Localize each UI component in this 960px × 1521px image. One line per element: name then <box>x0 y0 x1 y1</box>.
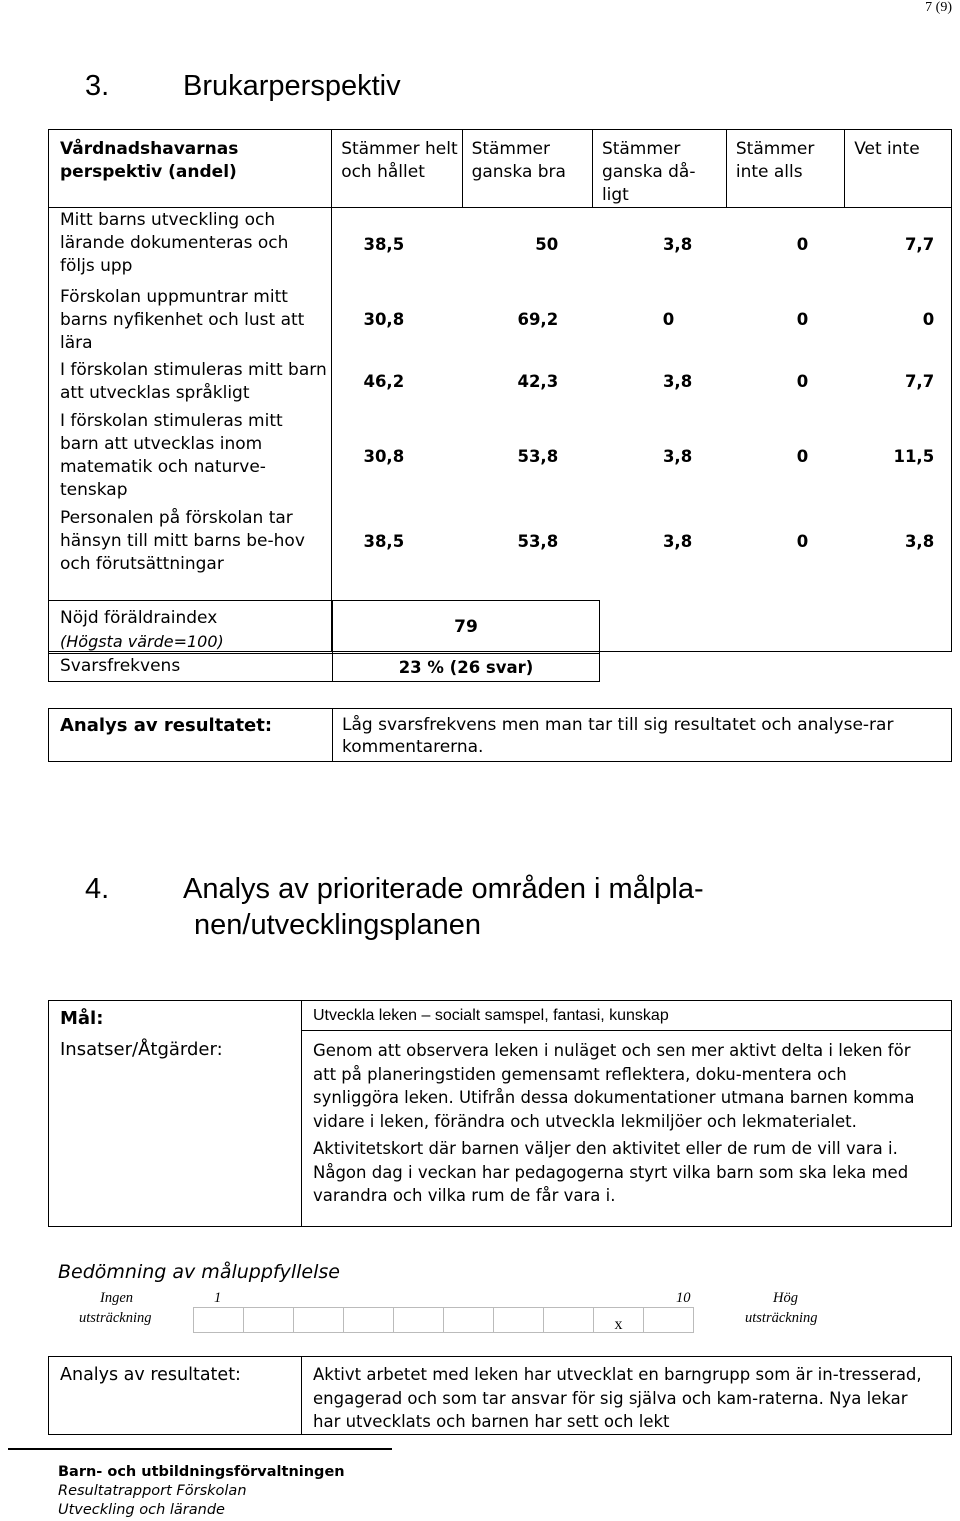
values-row <box>332 445 938 469</box>
scale-cell-selected: x <box>593 1307 644 1333</box>
value: 3,8 <box>662 532 693 551</box>
criterion-label: Förskolan uppmuntrar mitt barns nyfikenhet och lust att lära <box>60 287 305 353</box>
value: 69,2 <box>517 310 559 329</box>
page-number: 7 (9) <box>925 0 952 15</box>
assessment-scale <box>193 1307 693 1333</box>
results-analysis-table <box>48 1356 952 1435</box>
scale-cell <box>293 1307 344 1333</box>
scale-cell <box>343 1307 394 1333</box>
value: 11,5 <box>893 447 935 466</box>
goals-label-cell <box>49 1001 302 1227</box>
column-header: Stämmer helt och hållet <box>332 130 462 208</box>
column-header: Stämmer inte alls <box>726 130 844 208</box>
index-value: 79 <box>333 601 600 654</box>
footer-line-2: Resultatrapport Förskolan <box>58 1483 247 1499</box>
value: 46,2 <box>363 372 405 391</box>
value: 0 <box>796 235 809 254</box>
value: 0 <box>922 310 935 329</box>
index-label: Nöjd föräldraindex <box>60 608 218 628</box>
value: 53,8 <box>517 532 559 551</box>
value: 0 <box>662 310 675 329</box>
actions-cell <box>302 1031 952 1227</box>
results-analysis-label: Analys av resultatet: <box>49 1357 302 1435</box>
value: 50 <box>535 235 559 254</box>
criterion-label: Personalen på förskolan tar hänsyn till mitt barns be-hov och förutsättningar <box>60 508 305 574</box>
assessment-title: Bedömning av måluppfyllelse <box>58 1261 340 1283</box>
scale-cell <box>393 1307 444 1333</box>
values-row <box>332 370 938 394</box>
value: 0 <box>796 532 809 551</box>
value: 53,8 <box>517 447 559 466</box>
value: 0 <box>796 372 809 391</box>
value: 30,8 <box>363 310 405 329</box>
scale-cell <box>543 1307 594 1333</box>
criterion-label: I förskolan stimuleras mitt barn att utvecklas inom matematik och naturve-tenskap <box>60 411 283 500</box>
value: 38,5 <box>363 235 405 254</box>
footer-line-3: Utveckling och lärande <box>58 1502 225 1518</box>
footer-divider <box>8 1448 392 1450</box>
scale-cell <box>643 1307 694 1333</box>
actions-label: Insatser/Åtgärder: <box>60 1039 223 1060</box>
column-header: Stämmer ganska bra <box>462 130 592 208</box>
scale-low-label: utsträckning <box>79 1310 152 1326</box>
values-row <box>332 530 938 554</box>
value: 0 <box>796 310 809 329</box>
results-analysis-text: Aktivt arbetet med leken har utvecklat en barngrupp som är in-tresserad, engagerad och som tar ansvar för sig själva och kam-raterna. Nya lekar har utvecklats och barnen har sett och lekt <box>302 1357 952 1435</box>
scale-cell <box>193 1307 244 1333</box>
goal-label: Mål: <box>60 1008 104 1029</box>
scale-cell <box>243 1307 294 1333</box>
value: 42,3 <box>517 372 559 391</box>
column-header: Stämmer ganska då-ligt <box>592 130 726 208</box>
scale-cell <box>493 1307 544 1333</box>
index-label-cell <box>49 601 333 654</box>
scale-max-label: 10 <box>676 1290 691 1306</box>
column-header: Vet inte <box>845 130 952 208</box>
value: 7,7 <box>904 235 935 254</box>
scale-high-label: Hög <box>773 1290 798 1306</box>
values-row <box>332 308 938 332</box>
scale-min-label: 1 <box>214 1290 222 1306</box>
value: 3,8 <box>904 532 935 551</box>
section-3-number: 3. <box>85 70 110 102</box>
section-4-number: 4. <box>85 873 110 905</box>
index-table <box>48 600 600 682</box>
values-row <box>332 233 938 257</box>
section-3-title: Brukarperspektiv <box>183 70 401 102</box>
value: 38,5 <box>363 532 405 551</box>
value: 30,8 <box>363 447 405 466</box>
actions-paragraph: Aktivitetskort där barnen väljer den aktivitet eller de rum de vill vara i. Någon dag i veckan har pedagogerna styrt vilka barn som ska leka med varandra och vilka rum de får vara i. <box>313 1139 909 1205</box>
criterion-label: I förskolan stimuleras mitt barn att utvecklas språkligt <box>60 360 327 403</box>
criterion-label: Mitt barns utveckling och lärande dokumenteras och följs upp <box>60 210 289 276</box>
response-rate-value: 23 % (26 svar) <box>333 654 600 682</box>
value: 7,7 <box>904 372 935 391</box>
survey-values-cell <box>332 208 952 652</box>
footer-line-1: Barn- och utbildningsförvaltningen <box>58 1464 345 1480</box>
value: 3,8 <box>662 235 693 254</box>
scale-low-label: Ingen <box>100 1290 134 1306</box>
goals-table <box>48 1000 952 1227</box>
value: 3,8 <box>662 372 693 391</box>
value: 0 <box>796 447 809 466</box>
actions-paragraph: Genom att observera leken i nuläget och sen mer aktivt delta i leken för att på planeringstiden gemensamt reflektera, doku-mentera och synliggöra leken. Utifrån dessa dokumentationer utmana barnen komma vidare i leken, förändra och utveckla lekmiljöer och lekmaterialet. <box>313 1041 915 1131</box>
section-4-title-line1: Analys av prioriterade områden i målpla- <box>183 873 704 905</box>
scale-cell <box>443 1307 494 1333</box>
analysis-label: Analys av resultatet: <box>49 709 333 762</box>
response-rate-label: Svarsfrekvens <box>49 654 333 682</box>
survey-corner-header: Vårdnadshavarnas perspektiv (andel) <box>49 130 332 208</box>
survey-criteria-cell <box>49 208 332 652</box>
analysis-table <box>48 708 952 762</box>
analysis-text: Låg svarsfrekvens men man tar till sig resultatet och analyse-rar kommentarerna. <box>333 709 952 762</box>
goal-text: Utveckla leken – socialt samspel, fantasi, kunskap <box>302 1001 952 1031</box>
value: 3,8 <box>662 447 693 466</box>
section-4-title-line2: nen/utvecklingsplanen <box>194 909 481 941</box>
scale-high-label: utsträckning <box>745 1310 818 1326</box>
survey-table <box>48 129 952 652</box>
index-sublabel: (Högsta värde=100) <box>60 632 224 651</box>
